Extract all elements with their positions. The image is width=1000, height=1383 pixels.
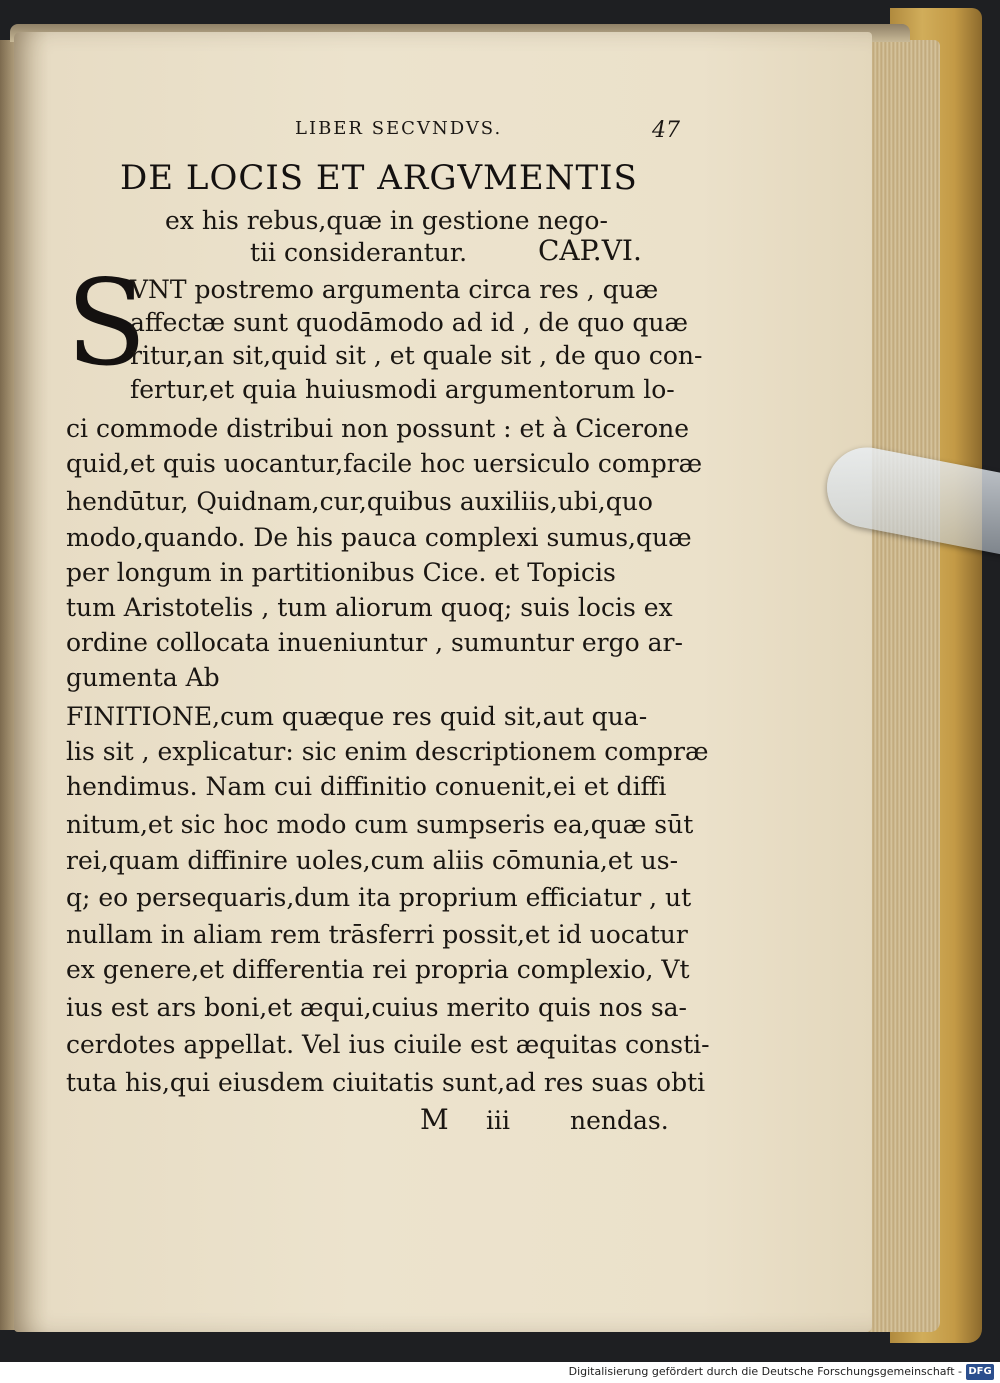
signature-mark: M	[420, 1103, 449, 1136]
text-line: tum Aristotelis , tum aliorum quoq; suis locis ex	[66, 593, 673, 622]
chapter-subtitle-line: ex his rebus,quæ in gestione nego-	[165, 206, 608, 235]
text-line: lis sit , explicatur: sic enim descriptionem compræ	[66, 737, 709, 766]
text-line: ius est ars boni,et æqui,cuius merito quis nos sa-	[66, 993, 688, 1022]
text-line: nitum,et sic hoc modo cum sumpseris ea,quæ sūt	[66, 810, 694, 839]
text-line: FINITIONE,cum quæque res quid sit,aut qua-	[66, 702, 648, 731]
text-line: ordine collocata inueniuntur , sumuntur ergo ar-	[66, 628, 683, 657]
text-line: ritur,an sit,quid sit , et quale sit , de quo con-	[130, 341, 703, 370]
text-line: nullam in aliam rem trāsferri possit,et id uocatur	[66, 920, 688, 949]
text-line: cerdotes appellat. Vel ius ciuile est æquitas consti-	[66, 1030, 710, 1059]
page-fore-edge	[862, 40, 940, 1332]
footer	[0, 1362, 1000, 1383]
text-line: fertur,et quia huiusmodi argumentorum lo-	[130, 375, 675, 404]
page-number: 47	[652, 118, 680, 143]
funding-notice: Digitalisierung gefördert durch die Deutsche Forschungsgemeinschaft -	[568, 1365, 962, 1378]
signature-numeral: iii	[486, 1106, 510, 1135]
text-line: per longum in partitionibus Cice. et Topicis	[66, 558, 616, 587]
text-line: quid,et quis uocantur,facile hoc uersiculo compræ	[66, 449, 703, 478]
text-line: tuta his,qui eiusdem ciuitatis sunt,ad res suas obti	[66, 1068, 706, 1097]
text-line: ci commode distribui non possunt : et à Cicerone	[66, 414, 690, 443]
text-line: ex genere,et differentia rei propria complexio, Vt	[66, 955, 690, 984]
chapter-subtitle-line: tii considerantur.	[250, 238, 468, 267]
text-line: modo,quando. De his pauca complexi sumus,quæ	[66, 523, 692, 552]
chapter-number: CAP.VI.	[538, 234, 642, 267]
drop-cap-initial: S	[66, 254, 147, 392]
text-line: VNT postremo argumenta circa res , quæ	[130, 275, 659, 304]
text-line: gumenta Ab	[66, 663, 220, 692]
text-line: rei,quam diffinire uoles,cum aliis cōmunia,et us-	[66, 846, 679, 875]
text-line: hendimus. Nam cui diffinitio conuenit,ei et diffi	[66, 772, 667, 801]
text-line: affectæ sunt quodāmodo ad id , de quo quæ	[130, 308, 688, 337]
text-line: hendūtur, Quidnam,cur,quibus auxiliis,ubi,quo	[66, 487, 653, 516]
dfg-logo-icon: DFG	[966, 1364, 994, 1380]
catchword: nendas.	[570, 1106, 669, 1135]
chapter-title: DE LOCIS ET ARGVMENTIS	[120, 158, 638, 198]
text-line: q; eo persequaris,dum ita proprium efficiatur , ut	[66, 883, 692, 912]
running-head: LIBER SECVNDVS.	[295, 118, 503, 139]
